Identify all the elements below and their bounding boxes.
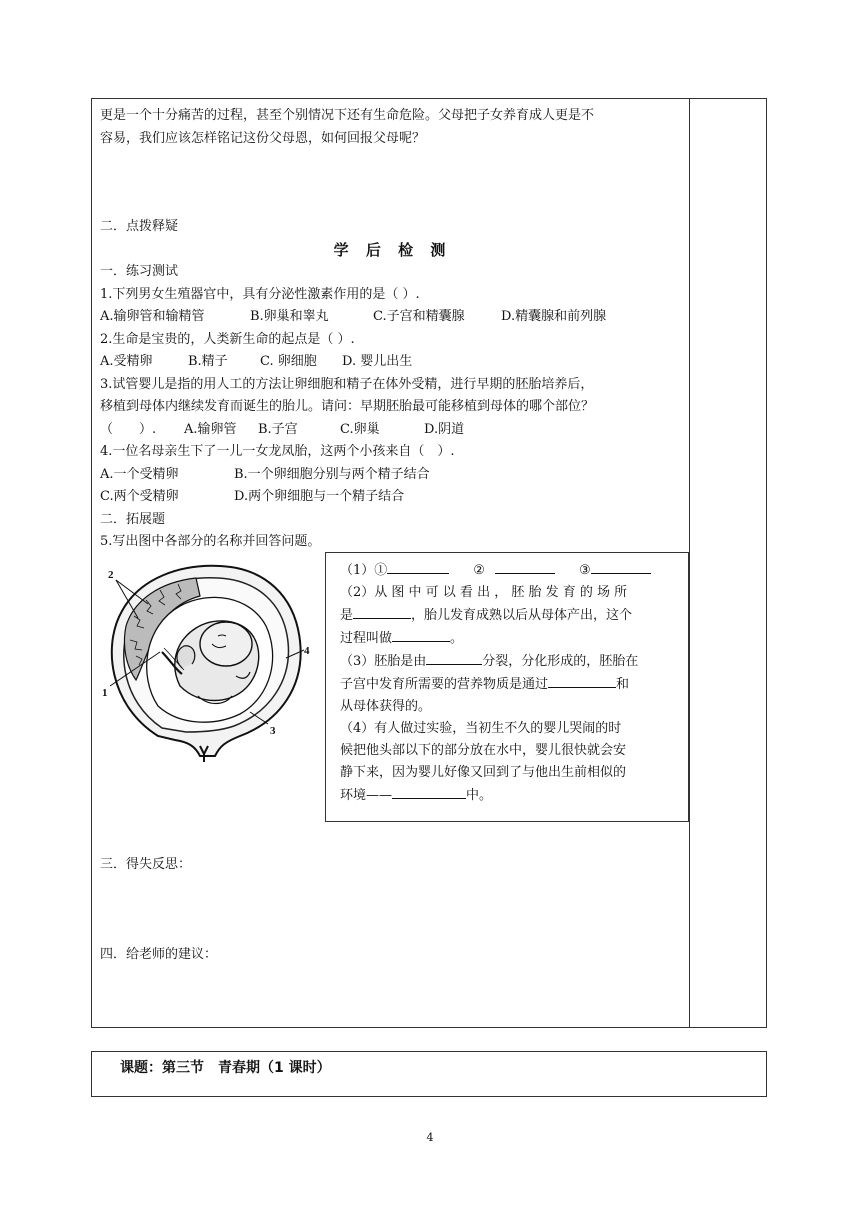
intro-line-1: 更是一个十分痛苦的过程，甚至个别情况下还有生命危险。父母把子女养育成人更是不 (100, 108, 595, 123)
question-1-options (100, 306, 685, 329)
q5-part-4-post: 中。 (466, 787, 493, 803)
q5-part-4-pre: 环境—— (340, 787, 393, 803)
blank-7[interactable] (548, 673, 616, 688)
q5-part-3-line-2 (340, 673, 678, 696)
q5-part-1-prefix: （1）① (340, 562, 388, 578)
q3-option-c: C.卵巢 (340, 421, 380, 437)
question-4-options-row-1 (100, 464, 685, 487)
topic-box (91, 1051, 767, 1097)
q5-part-2-line-3 (340, 627, 678, 650)
q3-answer-paren: （ ）. (100, 421, 157, 437)
question-3-options (100, 419, 685, 442)
diagram-label-1: 1 (102, 686, 108, 699)
question-5-box (325, 552, 689, 822)
diagram-label-3: 3 (270, 724, 276, 737)
q1-option-a: A.输卵管和输精管 (100, 309, 205, 324)
q5-part-2-line-1: （2）从 图 中 可 以 看 出 ， 胚 胎 发 育 的 场 所 (340, 584, 628, 600)
q2-option-c: C. 卵细胞 (260, 354, 317, 369)
worksheet-frame (91, 98, 767, 1028)
q5-part-3-post: 分裂，分化形成的，胚胎在 (482, 653, 639, 669)
q5-part-2-process-pre: 过程叫做 (340, 630, 393, 646)
reflect-heading: 三．得失反思： (100, 856, 192, 872)
q5-part-4-line-4 (340, 784, 678, 807)
q5-part-3-nutrient-pre: 子宫中发育所需要的营养物质是通过 (340, 676, 549, 692)
q4-option-a: A.一个受精卵 (100, 466, 179, 482)
worksheet-content (100, 105, 685, 967)
q5-part-2-process-post: 。 (450, 630, 464, 646)
question-1: 1.下列男女生殖器官中，具有分泌性激素作用的是（ ）. (100, 286, 420, 302)
q4-option-b: B.一个卵细胞分别与两个精子结合 (234, 466, 430, 482)
blank-8[interactable] (392, 784, 466, 799)
topic-title: 课题：第三节 青春期（1 课时） (120, 1060, 331, 1076)
blank-3[interactable] (591, 559, 651, 574)
intro-line-2: 容易，我们应该怎样铭记这份父母恩，如何回报父母呢？ (100, 130, 426, 146)
q1-option-d: D.精囊腺和前列腺 (501, 309, 607, 324)
question-4: 4.一位名母亲生下了一儿一女龙凤胎，这两个小孩来自（ ）. (100, 444, 455, 459)
page-number: 4 (426, 1131, 434, 1144)
q5-part-4-line-2: 候把他头部以下的部分放在水中，婴儿很快就会安 (340, 742, 627, 758)
extend-heading: 二．拓展题 (100, 511, 166, 527)
q1-option-c: C.子宫和精囊腺 (373, 309, 465, 324)
q5-part-2-line-2 (340, 604, 678, 627)
practice-heading: 一．练习测试 (100, 264, 179, 279)
post-study-title: 学 后 检 测 (333, 240, 452, 259)
blank-2[interactable] (495, 559, 555, 574)
q5-part-2-post: ，胎儿发育成熟以后从母体产出，这个 (411, 607, 633, 623)
advice-heading: 四．给老师的建议： (100, 947, 218, 962)
q2-option-d: D. 婴儿出生 (342, 354, 413, 369)
blank-5[interactable] (392, 627, 450, 642)
question-5: 5.写出图中各部分的名称并回答问题。 (100, 534, 321, 549)
question-2-options (100, 351, 685, 374)
uterus-fetus-diagram (100, 556, 315, 766)
q5-part-1-mark-3: ③ (578, 562, 591, 578)
q5-part-1-mark-2: ② (473, 562, 485, 578)
question-5-area (100, 554, 685, 854)
blank-6[interactable] (426, 650, 482, 665)
question-3-line-1: 3.试管婴儿是指的用人工的方法让卵细胞和精子在体外受精，进行早期的胚胎培养后， (100, 376, 594, 392)
q5-part-3-nutrient-post: 和 (616, 676, 630, 692)
question-2: 2.生命是宝贵的，人类新生命的起点是（ ）. (100, 331, 355, 347)
q5-part-3-line-1 (340, 650, 678, 673)
diagram-label-2: 2 (108, 568, 114, 581)
diagram-label-4: 4 (304, 644, 310, 657)
question-4-options-row-2 (100, 486, 685, 509)
q5-part-4-line-1: （4）有人做过实验，当初生不久的婴儿哭闹的时 (340, 720, 622, 736)
clarify-heading: 二．点拨释疑 (100, 219, 179, 234)
q3-option-a: A.输卵管 (184, 421, 237, 437)
q5-part-3-pre: （3）胚胎是由 (340, 653, 427, 669)
q3-option-b: B.子宫 (258, 421, 298, 437)
q4-option-c: C.两个受精卵 (100, 489, 179, 504)
q5-part-2-pre: 是 (340, 607, 354, 623)
blank-4[interactable] (353, 604, 411, 619)
q5-part-1 (340, 559, 678, 582)
q2-option-a: A.受精卵 (100, 354, 153, 369)
q2-option-b: B.精子 (188, 354, 228, 369)
question-3-line-2: 移植到母体内继续发育而诞生的胎儿。请问：早期胚胎最可能移植到母体的哪个部位？ (100, 399, 595, 414)
q5-part-4-line-3: 静下来，因为婴儿好像又回到了与他出生前相似的 (340, 764, 627, 780)
q3-option-d: D.阴道 (424, 421, 465, 437)
q5-part-3-line-3: 从母体获得的。 (340, 698, 432, 714)
blank-1[interactable] (387, 559, 449, 574)
q1-option-b: B.卵巢和睾丸 (250, 309, 329, 324)
column-divider (689, 99, 690, 1027)
q4-option-d: D.两个卵细胞与一个精子结合 (234, 489, 405, 504)
